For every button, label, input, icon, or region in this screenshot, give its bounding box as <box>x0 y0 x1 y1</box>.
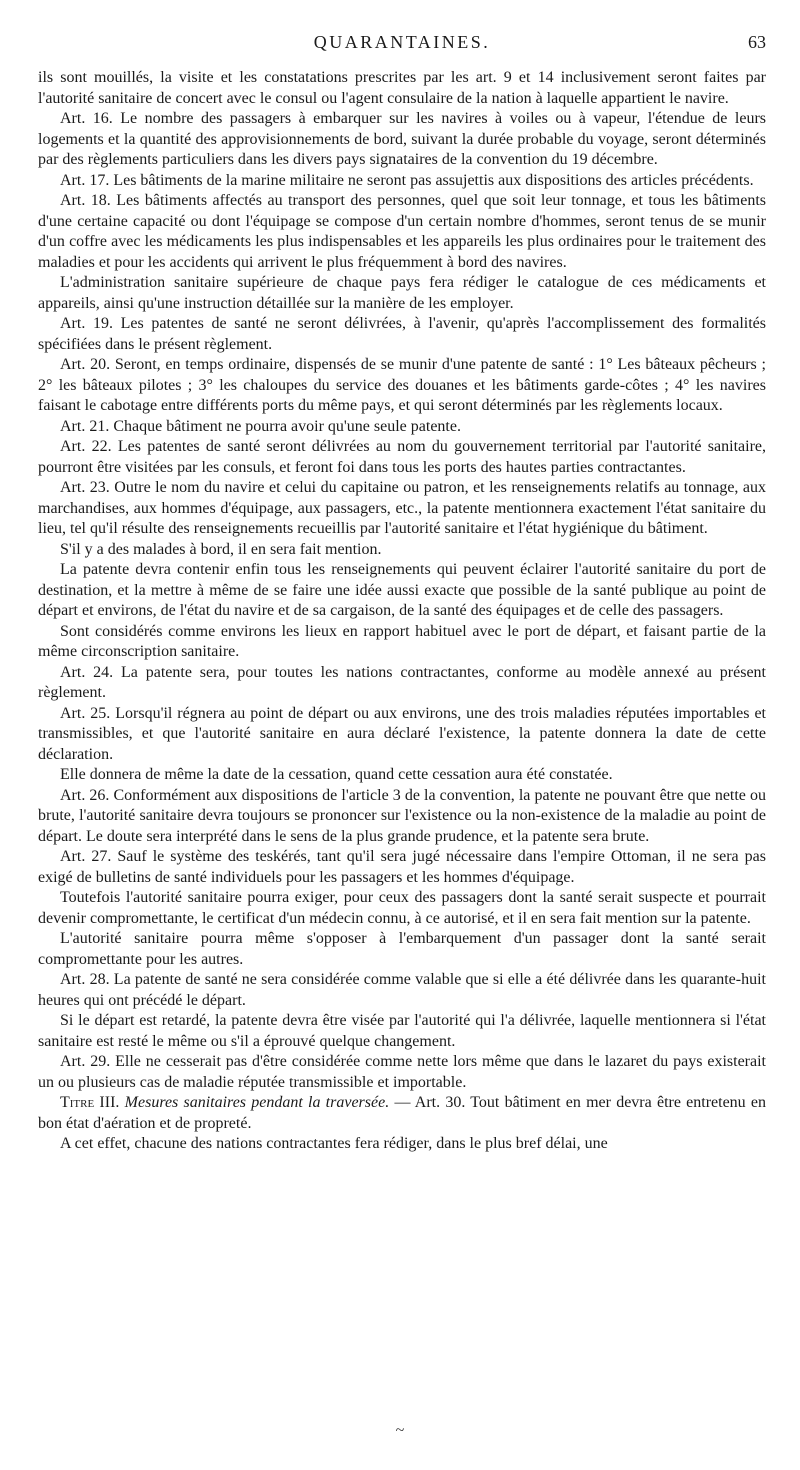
paragraph-art-18: Art. 18. Les bâtiments affectés au transport des personnes, quel que soit leur tonnage, et tous les bâtiments d'une certaine capacité ou dont l'équipage se compose d'un certain nombre d'hommes, seront tenus de se munir d'un coffre avec les médicaments les plus indispensables et les appareils les plus ordinaires pour le traitement des maladies et pour les accidents qui arrivent le plus fréquemment à bord des navires. <box>38 192 766 271</box>
paragraph-art-25: Art. 25. Lorsqu'il régnera au point de départ ou aux environs, une des trois maladies réputées importables et transmissibles, et que l'autorité sanitaire en aura déclaré l'existence, la patente donnera la date de cette déclaration. <box>38 704 766 763</box>
paragraph-last: A cet effet, chacune des nations contractantes fera rédiger, dans le plus bref délai, une <box>60 1135 608 1152</box>
paragraph-art-19: Art. 19. Les patentes de santé ne seront délivrées, à l'avenir, qu'après l'accomplissement des formalités spécifiées dans le présent règlement. <box>38 315 766 353</box>
paragraph: Sont considérés comme environs les lieux en rapport habituel avec le port de départ, et faisant partie de la même circonscription sanitaire. <box>38 622 766 660</box>
paragraph: Toutefois l'autorité sanitaire pourra exiger, pour ceux des passagers dont la santé serait suspecte et pourrait devenir compromettante, le certificat d'un médecin connu, à ce autorisé, et il en sera fait mention sur la patente. <box>38 889 766 927</box>
paragraph-art-21: Art. 21. Chaque bâtiment ne pourra avoir qu'une seule patente. <box>60 417 461 435</box>
paragraph-art-24: Art. 24. La patente sera, pour toutes les nations contractantes, conforme au modèle annexé au présent règlement. <box>38 663 766 701</box>
footer-ornament: ~ <box>395 1422 405 1439</box>
titre-paragraph-text: — Art. 30. Tout bâtiment en mer devra être entretenu en bon état d'aération et de propreté. <box>38 1094 767 1132</box>
paragraph-art-26: Art. 26. Conformément aux dispositions de l'article 3 de la convention, la patente ne pouvant être que nette ou brute, l'autorité sanitaire devra toujours se prononcer sur l'existence ou la non-existence de la maladie au point de départ. Le doute sera interprété dans le sens de la plus grande prudence, et la patente sera brute. <box>38 786 766 845</box>
paragraph: L'autorité sanitaire pourra même s'opposer à l'embarquement d'un passager dont la santé serait compromettante pour les autres. <box>38 930 766 968</box>
paragraph: S'il y a des malades à bord, il en sera fait mention. <box>60 540 382 558</box>
running-title: QUARANTAINES. <box>313 32 491 52</box>
paragraph: La patente devra contenir enfin tous les renseignements qui peuvent éclairer l'autorité sanitaire du port de destination, et la mettre à même de se faire une idée aussi exacte que possible de la santé publique au point de départ et environs, de l'état du navire et de sa cargaison, de la santé des équipages et de celle des passagers. <box>38 561 766 619</box>
paragraph-art-22: Art. 22. Les patentes de santé seront délivrées au nom du gouvernement territorial par l'autorité sanitaire, pourront être visitées par les consuls, et feront foi dans tous les ports des hautes parties contractantes. <box>38 438 766 476</box>
page-header <box>38 26 766 54</box>
paragraph-art-28: Art. 28. La patente de santé ne sera considérée comme valable que si elle a été délivrée dans les quarante-huit heures qui ont précédé le départ. <box>38 971 766 1009</box>
paragraph: Si le départ est retardé, la patente devra être visée par l'autorité qui l'a délivrée, laquelle mentionnera si l'état sanitaire est resté le même ou s'il a éprouvé quelque changement. <box>38 1012 766 1050</box>
titre-label: Titre III. <box>60 1094 120 1111</box>
paragraph-art-20: Art. 20. Seront, en temps ordinaire, dispensés de se munir d'une patente de santé : 1° Les bâteaux pêcheurs ; 2° les bâteaux pilotes ; 3° les chaloupes du service des douanes et les bâtiments garde-côtes ; 4° les navires faisant le cabotage entre différents ports du même pays, et qui seront déterminés par les règlements locaux. <box>38 356 766 414</box>
paragraph-art-17: Art. 17. Les bâtiments de la marine militaire ne seront pas assujettis aux dispositions des articles précédents. <box>60 171 754 189</box>
paragraph-art-29: Art. 29. Elle ne cesserait pas d'être considérée comme nette lors même que dans le lazaret du pays existerait un ou plusieurs cas de maladie réputée transmissible et importable. <box>38 1053 766 1091</box>
paragraph: L'administration sanitaire supérieure de chaque pays fera rédiger le catalogue de ces médicaments et appareils, ainsi qu'une instruction détaillée sur la manière de les employer. <box>38 274 766 312</box>
paragraph-art-23: Art. 23. Outre le nom du navire et celui du capitaine ou patron, et les renseignements relatifs au tonnage, aux marchandises, aux hommes d'équipage, aux passagers, etc., la patente mentionnera exactement l'état sanitaire du lieu, tel qu'il résulte des renseignements recueillis par l'autorité sanitaire et l'état hygiénique du bâtiment. <box>38 479 766 537</box>
page-number: 63 <box>748 32 766 52</box>
paragraph-art-27: Art. 27. Sauf le système des teskérés, tant qu'il sera jugé nécessaire dans l'empire Ottoman, il ne sera pas exigé de bulletins de santé individuels pour les passagers et les hommes d'équipage. <box>38 848 766 886</box>
paragraph-titre-iii <box>38 1093 766 1134</box>
paragraph-art-16: Art. 16. Le nombre des passagers à embarquer sur les navires à voiles ou à vapeur, l'étendue de leurs logements et la quantité des approvisionnements de bord, suivant la durée probable du voyage, seront déterminés par des règlements particuliers dans les divers pays signataires de la convention du 19 décembre. <box>38 110 766 168</box>
paragraph: Elle donnera de même la date de la cessation, quand cette cessation aura été constatée. <box>60 766 613 783</box>
page-body <box>38 68 766 1155</box>
paragraph: ils sont mouillés, la visite et les constatations prescrites par les art. 9 et 14 inclusivement seront faites par l'autorité sanitaire de concert avec le consul ou l'agent consulaire de la nation à laquelle appartient le navire. <box>38 69 766 107</box>
titre-heading: Mesures sanitaires pendant la traversée. <box>124 1094 390 1111</box>
